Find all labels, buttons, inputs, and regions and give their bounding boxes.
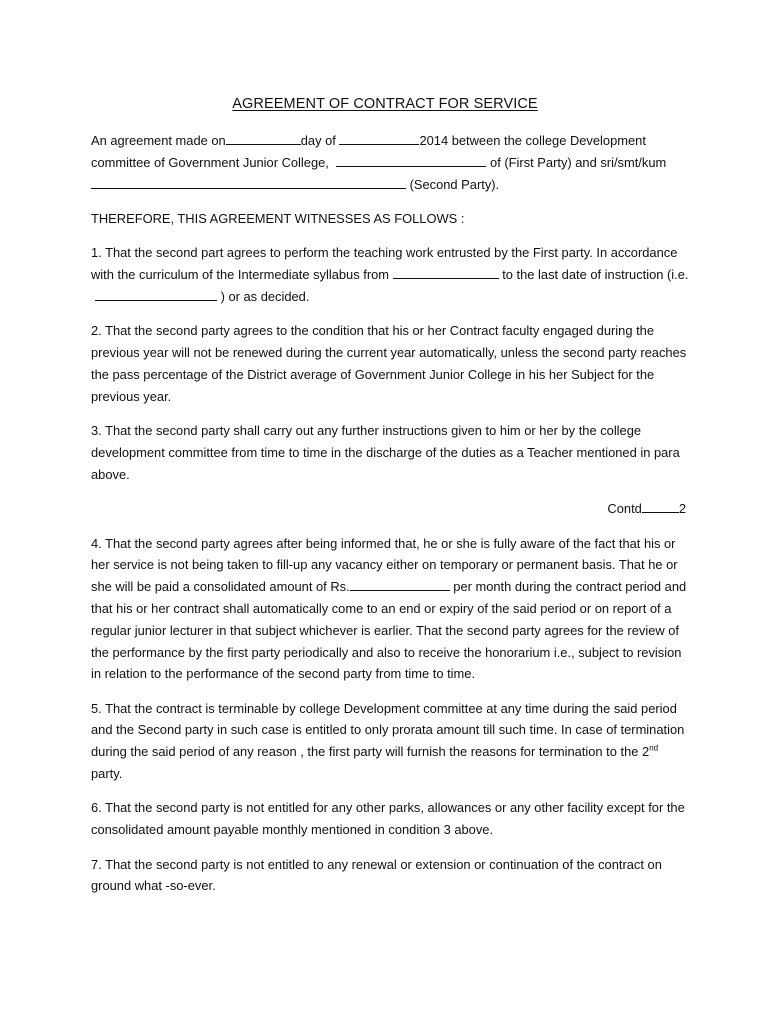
agreement-day-blank — [226, 132, 301, 145]
continued-marker — [91, 498, 691, 520]
clause-2: 2. That the second party agrees to the condition that his or her Contract faculty engaged during the previous year will not be renewed during the current year automatically, unless the second party reaches the pass percentage of the District average of Government Junior College in his her Subject for the previous year. — [91, 323, 687, 404]
clause-1-text-1: 1. That the second part agrees to perform the teaching work entrusted by the First party. In accordance with the curriculum of the Intermediate syllabus from — [91, 245, 678, 283]
clause-5 — [91, 698, 691, 785]
clause-4-text-1: 4. That the second party agrees after being informed that, he or she is fully aware of the fact that his or her service is not being taken to fill-up any vacancy either on temporary or permanent basis. That he or she will be paid a consolidated amount of Rs. — [91, 535, 678, 595]
clause-6: 6. That the second party is not entitled for any other parks, allowances or any other facility except for the consolidated amount payable monthly mentioned in condition 3 above. — [91, 800, 685, 838]
agreement-month-blank — [339, 132, 419, 145]
clause-1-text-3: ) or as decided. — [217, 288, 310, 304]
intro-text-4: of (First Party) and sri/smt/kum — [486, 154, 667, 170]
contd-blank — [642, 500, 679, 513]
document-body — [91, 130, 691, 910]
last-date-blank — [95, 288, 217, 301]
intro-text-1: An agreement made on — [91, 133, 226, 148]
intro-text-3: 2014 between the college Development committee of Government Junior College, — [91, 133, 646, 170]
clause-3: 3. That the second party shall carry out any further instructions given to him or her by the college development committee from time to time in the discharge of the duties as a Teacher mentioned in para above. — [91, 423, 680, 482]
intro-paragraph — [91, 130, 691, 195]
document-title: AGREEMENT OF CONTRACT FOR SERVICE — [232, 96, 538, 112]
clause-1-text-2: to the last date of instruction (i.e. — [498, 267, 689, 283]
clause-5-text-2: party. — [91, 766, 123, 782]
second-party-name-blank — [91, 176, 406, 189]
clause-4 — [91, 533, 691, 686]
intro-text-2: day of — [300, 133, 340, 148]
college-name-blank — [336, 154, 486, 167]
clause-7: 7. That the second party is not entitled to any renewal or extension or continuation of the contract on ground what -so-ever. — [91, 856, 662, 894]
clause-4-text-2: per month during the contract period and that his or her contract shall automatically come to an end or expiry of the said period or on report of a regular junior lecturer in that subject whichever is earlier. That the second party agrees for the review of the performance by the first party periodically and also to receive the honorarium i.e., subject to revision in relation to the performance of the second party from time to time. — [91, 579, 687, 682]
syllabus-from-blank — [393, 266, 499, 279]
amount-blank — [350, 578, 450, 591]
clause-1 — [91, 242, 691, 307]
witness-heading: THEREFORE, THIS AGREEMENT WITNESSES AS FOLLOWS : — [91, 210, 465, 226]
intro-text-5: (Second Party). — [406, 176, 500, 192]
contd-page-number: 2 — [678, 501, 686, 517]
ordinal-suffix: nd — [649, 743, 659, 753]
contd-label: Contd — [607, 501, 642, 517]
clause-5-text-1: 5. That the contract is terminable by college Development committee at any time during the said period and the Second party in such case is entitled to only prorata amount till such time. In case of termination during the said period of any reason , the first party will furnish the reasons for termination to the 2 — [91, 700, 685, 760]
